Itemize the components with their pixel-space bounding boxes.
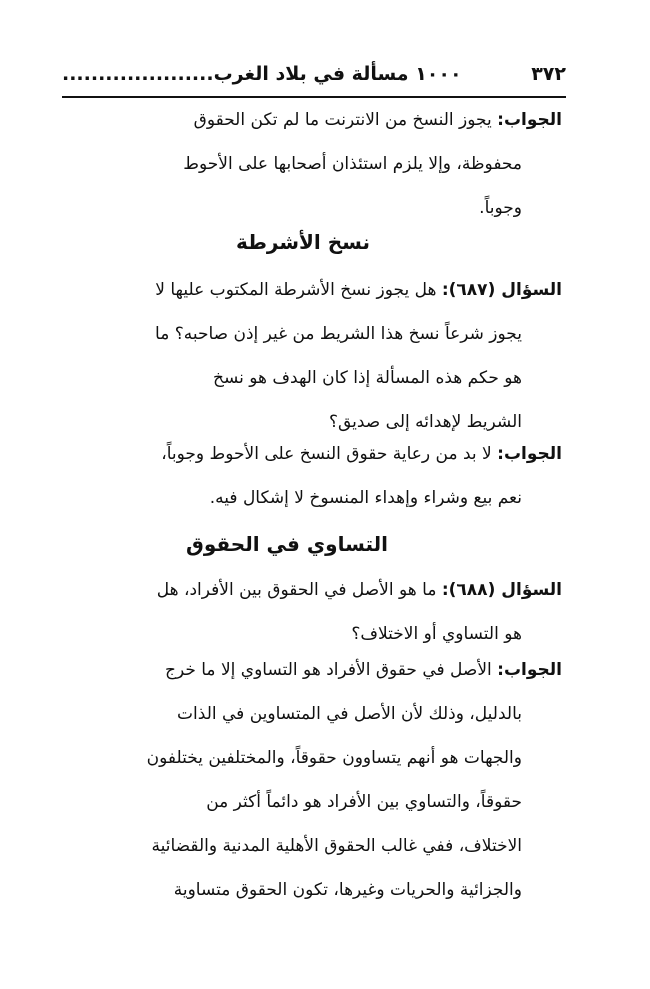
text-line: يجوز النسخ من الانترنت ما لم تكن الحقوق — [193, 110, 492, 130]
text-line: هو حكم هذه المسألة إذا كان الهدف هو نسخ — [212, 368, 522, 388]
text-line: حقوقاً، والتساوي بين الأفراد هو دائماً أكثر من — [206, 792, 522, 812]
text-line: نعم بيع وشراء وإهداء المنسوخ لا إشكال فيه. — [209, 488, 522, 508]
text-line: الشريط لإهدائه إلى صديق؟ — [328, 412, 522, 432]
text-line: ما هو الأصل في الحقوق بين الأفراد، هل — [156, 580, 437, 600]
answer-paragraph — [62, 98, 562, 230]
section-title: التساوي في الحقوق — [185, 532, 388, 556]
question-label: السؤال (٦٨٧): — [441, 280, 562, 300]
question-label: السؤال (٦٨٨): — [441, 580, 562, 600]
text-line: لا بد من رعاية حقوق النسخ على الأحوط وجوباً، — [161, 444, 492, 464]
answer-paragraph — [62, 432, 562, 520]
text-line: هل يجوز نسخ الأشرطة المكتوب عليها لا — [155, 280, 437, 300]
question-paragraph — [62, 268, 562, 444]
text-line: هو التساوي أو الاختلاف؟ — [351, 624, 522, 644]
text-line: والجهات هو أنهم يتساوون حقوقاً، والمختلفين يختلفون — [146, 748, 522, 768]
text-line: محفوظة، وإلا يلزم استئذان أصحابها على الأحوط — [183, 154, 522, 174]
text-line: الاختلاف، ففي غالب الحقوق الأهلية المدنية والقضائية — [151, 836, 522, 856]
question-paragraph — [62, 568, 562, 656]
book-title-header — [62, 63, 462, 85]
book-title: ١٠٠٠ مسألة في بلاد الغرب — [213, 63, 462, 85]
answer-label: الجواب: — [497, 444, 562, 464]
text-line: بالدليل، وذلك لأن الأصل في المتساوين في الذات — [177, 704, 522, 724]
text-line: والجزائية والحريات وغيرها، تكون الحقوق متساوية — [173, 880, 522, 900]
answer-label: الجواب: — [497, 660, 562, 680]
section-title: نسخ الأشرطة — [235, 230, 370, 254]
answer-paragraph — [62, 648, 562, 912]
text-line: وجوباً. — [479, 198, 522, 218]
text-line: الأصل في حقوق الأفراد هو التساوي إلا ما خرج — [164, 660, 492, 680]
text-line: يجوز شرعاً نسخ هذا الشريط من غير إذن صاحبه؟ ما — [155, 324, 522, 344]
page-number: ٣٧٢ — [531, 63, 566, 85]
answer-label: الجواب: — [497, 110, 562, 130]
header-dots: ..................... — [62, 63, 214, 85]
running-header — [62, 56, 566, 92]
